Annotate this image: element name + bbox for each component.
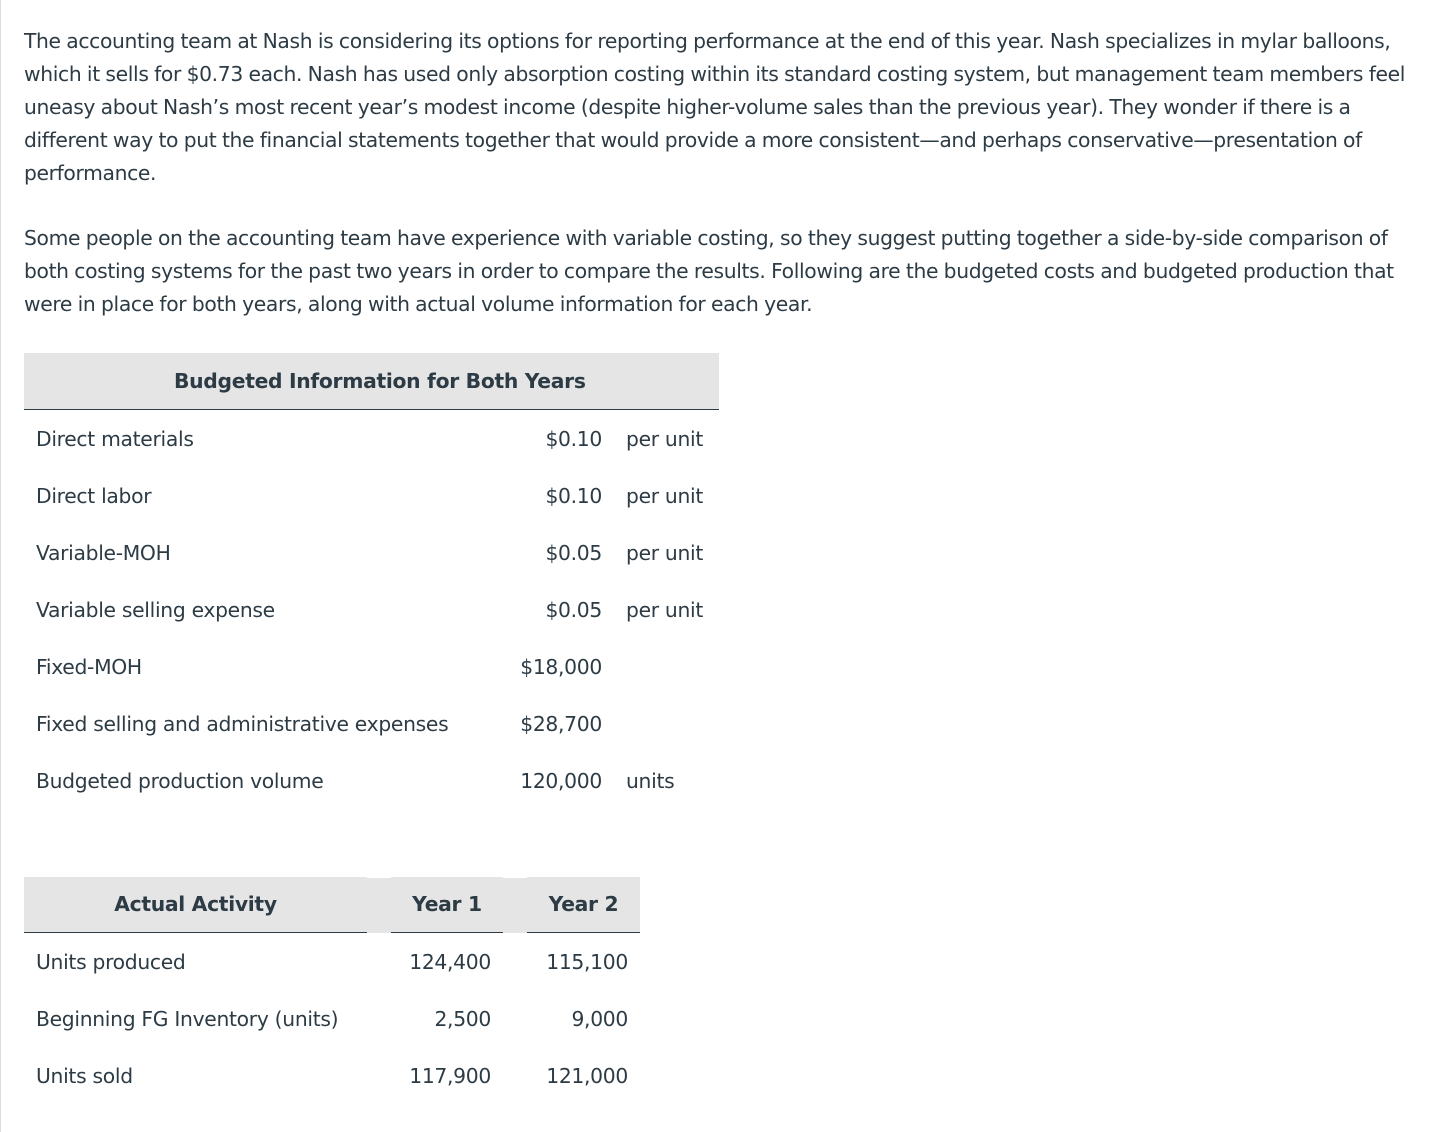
budget-row-value: $0.10 xyxy=(545,483,602,508)
left-border xyxy=(0,0,1,1132)
activity-row-year1: 124,400 xyxy=(409,949,491,974)
budget-row-unit xyxy=(602,638,719,695)
budget-row-label: Direct materials xyxy=(36,426,194,451)
activity-row-label: Beginning FG Inventory (units) xyxy=(36,1006,339,1031)
intro-paragraph-1: The accounting team at Nash is considering its options for reporting performance at the end of this year. Nash specializes in mylar balloons, which it sells for $0.73 each. Nash has used only absorption costing within its standard costing system, but management team members feel uneasy about Nash’s most recent year’s modest income (despite higher-volume sales than the previous year). They wonder if there is a different way to put the financial statements together that would provide a more consistent—and perhaps conservative—presentation of performance. xyxy=(24,29,1406,185)
activity-row-year2: 121,000 xyxy=(546,1063,628,1088)
budget-row-unit: per unit xyxy=(626,597,704,622)
budget-row-unit: per unit xyxy=(626,483,704,508)
budget-row xyxy=(24,752,719,809)
activity-row-label: Units produced xyxy=(36,949,186,974)
activity-table-title: Actual Activity xyxy=(24,877,367,933)
budget-row xyxy=(24,695,719,752)
budget-row-value: $28,700 xyxy=(520,711,602,736)
activity-row-year1: 117,900 xyxy=(409,1063,491,1088)
activity-table xyxy=(24,877,640,1104)
header-gap xyxy=(367,877,391,933)
budget-row-unit: per unit xyxy=(626,540,704,565)
budget-table-title: Budgeted Information for Both Years xyxy=(24,353,719,410)
activity-row xyxy=(24,933,640,990)
budget-row-unit: per unit xyxy=(626,426,704,451)
budget-row xyxy=(24,410,719,468)
column-header-year-1: Year 1 xyxy=(391,877,503,933)
budget-row xyxy=(24,638,719,695)
budget-row-label: Fixed selling and administrative expenses xyxy=(36,711,449,736)
budget-row-value: $0.05 xyxy=(545,597,602,622)
budget-table-header-row xyxy=(24,353,719,410)
activity-row-year2: 9,000 xyxy=(571,1006,628,1031)
budget-row-label: Variable selling expense xyxy=(36,597,275,622)
budget-row-label: Budgeted production volume xyxy=(36,768,324,793)
activity-row-year1: 2,500 xyxy=(434,1006,491,1031)
budget-row-value: $18,000 xyxy=(520,654,602,679)
budget-row-value: $0.10 xyxy=(545,426,602,451)
budget-row-value: $0.05 xyxy=(545,540,602,565)
budget-row-value: 120,000 xyxy=(520,768,602,793)
budget-row xyxy=(24,581,719,638)
budget-row xyxy=(24,524,719,581)
intro-paragraph-2: Some people on the accounting team have experience with variable costing, so they suggest putting together a side-by-side comparison of both costing systems for the past two years in order to compare the results. Following are the budgeted costs and budgeted production that were in place for both years, along with actual volume information for each year. xyxy=(24,226,1394,316)
budget-row-unit xyxy=(602,695,719,752)
activity-row-label: Units sold xyxy=(36,1063,133,1088)
budget-row xyxy=(24,467,719,524)
column-header-year-2: Year 2 xyxy=(527,877,640,933)
activity-row xyxy=(24,990,640,1047)
budget-row-unit: units xyxy=(626,768,675,793)
activity-row-year2: 115,100 xyxy=(546,949,628,974)
budget-row-label: Variable-MOH xyxy=(36,540,171,565)
header-gap xyxy=(503,877,527,933)
budget-table xyxy=(24,353,719,809)
activity-row xyxy=(24,1047,640,1104)
activity-table-header-row xyxy=(24,877,640,933)
budget-row-label: Direct labor xyxy=(36,483,152,508)
budget-row-label: Fixed-MOH xyxy=(36,654,142,679)
